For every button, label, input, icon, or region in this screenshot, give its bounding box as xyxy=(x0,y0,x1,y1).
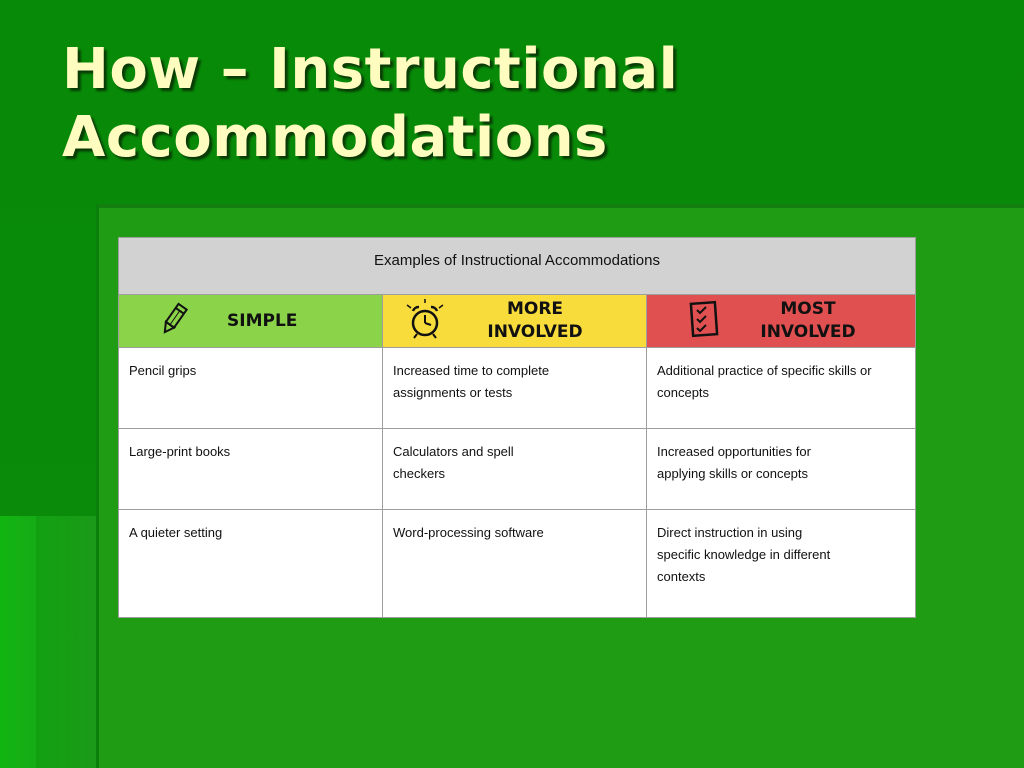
header-label xyxy=(227,310,297,333)
cell-text: Large-print books xyxy=(129,444,231,459)
title-line: How – Instructional xyxy=(62,37,679,102)
table-cell xyxy=(647,348,915,428)
header-most-involved xyxy=(647,295,915,347)
header-simple xyxy=(119,295,383,347)
cell-text: Additional practice of specific skills or xyxy=(657,363,872,378)
table-row xyxy=(119,510,915,617)
cell-text: A quieter setting xyxy=(129,525,223,540)
checklist-icon xyxy=(687,299,723,344)
table-cell xyxy=(647,510,915,617)
table-cell xyxy=(119,348,383,428)
background-accent-edge xyxy=(36,516,96,768)
header-label-line: MORE xyxy=(506,299,564,319)
slide-title xyxy=(62,36,962,172)
header-label-line: SIMPLE xyxy=(227,310,298,331)
table-cell xyxy=(119,429,383,509)
table-caption: Examples of Instructional Accommodations xyxy=(119,238,915,295)
accommodations-table xyxy=(118,237,916,618)
cell-text: Pencil grips xyxy=(129,363,197,378)
table-cell xyxy=(383,510,647,617)
cell-text: checkers xyxy=(393,466,446,481)
header-label-line: INVOLVED xyxy=(487,322,583,342)
cell-text: Calculators and spell xyxy=(393,444,514,459)
title-line: Accommodations xyxy=(62,105,608,170)
cell-text: Word-processing software xyxy=(393,525,544,540)
table-row xyxy=(119,429,915,510)
alarm-clock-icon xyxy=(403,297,447,346)
table-cell xyxy=(383,429,647,509)
cell-text: Increased time to complete xyxy=(393,363,550,378)
cell-text: applying skills or concepts xyxy=(657,466,809,481)
pencil-icon xyxy=(159,301,189,342)
cell-text: Increased opportunities for xyxy=(657,444,811,459)
header-more-involved xyxy=(383,295,647,347)
table-row xyxy=(119,348,915,429)
header-label xyxy=(753,298,863,344)
cell-text: concepts xyxy=(657,385,710,400)
cell-text: specific knowledge in different xyxy=(657,547,831,562)
table-cell xyxy=(647,429,915,509)
table-cell xyxy=(119,510,383,617)
header-label xyxy=(475,298,595,344)
table-cell xyxy=(383,348,647,428)
header-label-line: MOST xyxy=(780,299,836,319)
cell-text: assignments or tests xyxy=(393,385,513,400)
cell-text: contexts xyxy=(657,569,706,584)
header-label-line: INVOLVED xyxy=(760,322,856,342)
table-header-row xyxy=(119,295,915,348)
cell-text: Direct instruction in using xyxy=(657,525,803,540)
